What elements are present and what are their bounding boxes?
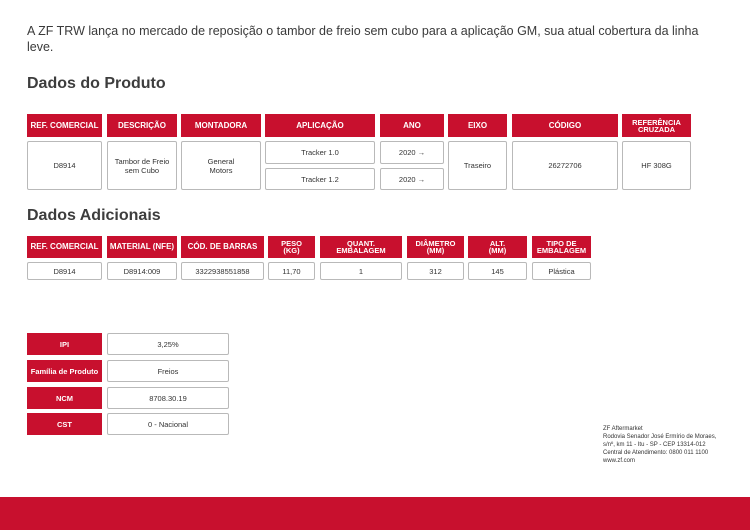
produto-ano-2-text: 2020: [398, 174, 416, 184]
produto-codigo-value: 26272706: [512, 141, 618, 190]
info-value-ipi: 3,25%: [107, 333, 229, 355]
company-contact: [603, 425, 716, 465]
adicionais-title: Dados Adicionais: [27, 207, 161, 224]
company-phone: Central de Atendimento: 0800 011 1100: [603, 450, 709, 456]
adicionais-barras-value: 3322938551858: [181, 262, 264, 280]
adicionais-header-tipo: TIPO DE EMBALAGEM: [532, 236, 591, 258]
adicionais-alt-value: 145: [468, 262, 527, 280]
produto-header-descricao: DESCRIÇÃO: [107, 114, 177, 137]
produto-header-aplicacao: APLICAÇÃO: [265, 114, 375, 137]
adicionais-header-diametro: DIÂMETRO (MM): [407, 236, 464, 258]
intro-text: A ZF TRW lança no mercado de reposição o tambor de freio sem cubo para a aplicação GM, sua atual cobertura da linha leve.: [27, 24, 699, 54]
info-label-ipi: IPI: [27, 333, 102, 355]
adicionais-tipo-value: Plástica: [532, 262, 591, 280]
footer-bar: [0, 497, 750, 530]
produto-ano-2: [380, 168, 444, 190]
adicionais-diametro-value: 312: [407, 262, 464, 280]
info-value-cst: 0 - Nacional: [107, 413, 229, 435]
produto-ref-cruzada-value: HF 308G: [622, 141, 691, 190]
produto-ano-1-text: 2020: [398, 148, 416, 157]
adicionais-ref-value: D8914: [27, 262, 102, 280]
info-value-familia: Freios: [107, 360, 229, 382]
adicionais-header-quant: QUANT. EMBALAGEM: [320, 236, 402, 258]
produto-aplicacao-1: Tracker 1.0: [265, 141, 375, 164]
adicionais-header-barras: CÓD. DE BARRAS: [181, 236, 264, 258]
produto-eixo-value: Traseiro: [448, 141, 507, 190]
info-label-familia: Família de Produto: [27, 360, 102, 382]
produto-header-ano: ANO: [380, 114, 444, 137]
produto-ano-1: [380, 141, 444, 164]
adicionais-header-peso: PESO (KG): [268, 236, 315, 258]
adicionais-quant-value: 1: [320, 262, 402, 280]
produto-montadora-value: General Motors: [181, 141, 261, 190]
adicionais-header-material: MATERIAL (NFE): [107, 236, 177, 258]
produto-aplicacao-2: Tracker 1.2: [265, 168, 375, 190]
produto-header-montadora: MONTADORA: [181, 114, 261, 137]
produto-title: Dados do Produto: [27, 75, 166, 92]
produto-header-ref-cruzada: REFERÊNCIA CRUZADA: [622, 114, 691, 137]
company-address-line-2: s/nº, km 11 - Itu - SP - CEP 13314-012: [603, 442, 706, 448]
produto-ref-value: D8914: [27, 141, 102, 190]
arrow-right-icon: →: [417, 174, 426, 184]
produto-header-eixo: EIXO: [448, 114, 507, 137]
company-address-line-1: Rodovia Senador José Ermírio de Moraes,: [603, 434, 717, 440]
adicionais-material-value: D8914:009: [107, 262, 177, 280]
company-website[interactable]: www.zf.com: [603, 458, 636, 464]
arrow-right-icon: →: [417, 148, 426, 157]
adicionais-peso-value: 11,70: [268, 262, 315, 280]
info-label-cst: CST: [27, 413, 102, 435]
company-name: ZF Aftermarket: [603, 426, 643, 432]
info-label-ncm: NCM: [27, 387, 102, 409]
info-value-ncm: 8708.30.19: [107, 387, 229, 409]
adicionais-header-ref: REF. COMERCIAL: [27, 236, 102, 258]
produto-descricao-value: Tambor de Freio sem Cubo: [107, 141, 177, 190]
adicionais-header-alt: ALT. (MM): [468, 236, 527, 258]
produto-header-ref: REF. COMERCIAL: [27, 114, 102, 137]
produto-header-codigo: CÓDIGO: [512, 114, 618, 137]
